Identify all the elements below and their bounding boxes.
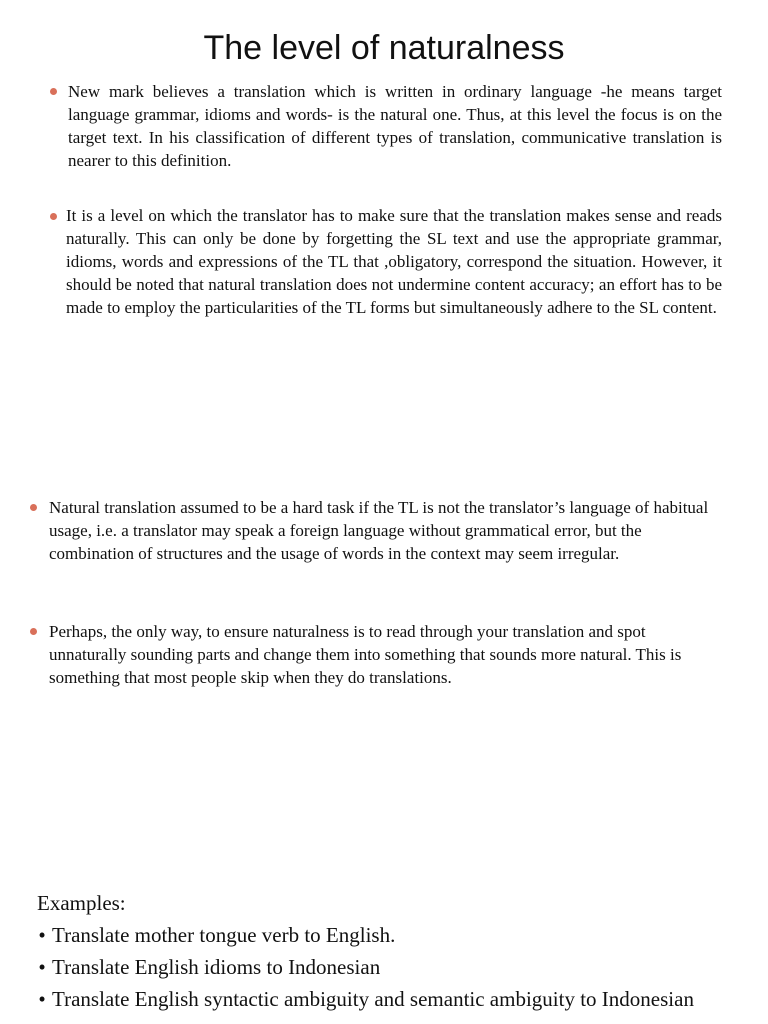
bullet-item — [50, 204, 722, 319]
bullet-item — [30, 496, 720, 565]
bullet-marker-icon: • — [38, 987, 46, 1011]
bullet-text: New mark believes a translation which is written in ordinary language -he means target language grammar, idioms and words- is the natural one. Thus, at this level the focus is on the target text. In his classification of different types of translation, communicative translation is nearer to this definition. — [68, 82, 722, 170]
bullet-text: It is a level on which the translator has to make sure that the translation makes sense and reads naturally. This can only be done by forgetting the SL text and use the appropriate grammar, idioms, words and expressions of the TL that ,obligatory, correspond the situation. However, it should be noted that natural translation does not undermine content accuracy; an effort has to be made to employ the particularities of the TL forms but simultaneously adhere to the SL content. — [66, 206, 722, 317]
bullet-dot-icon — [50, 213, 57, 220]
bullet-marker-icon: • — [38, 955, 46, 979]
bullet-text: Perhaps, the only way, to ensure naturalness is to read through your translation and spot unnaturally sounding parts and change them into something that sounds more natural. This is something that most people skip when they do translations. — [49, 622, 682, 687]
example-text: Translate English idioms to Indonesian — [52, 955, 381, 979]
examples-heading: Examples: — [37, 891, 126, 915]
bullet-item — [50, 80, 722, 172]
example-item — [32, 919, 734, 951]
example-text: Translate mother tongue verb to English. — [52, 923, 396, 947]
slide-title: The level of naturalness — [203, 29, 565, 67]
bullet-text: Natural translation assumed to be a hard task if the TL is not the translator’s language of habitual usage, i.e. a translator may speak a foreign language without grammatical error, but the combination of structures and the usage of words in the context may seem irregular. — [49, 498, 709, 563]
example-item — [32, 951, 734, 983]
example-text: Translate English syntactic ambiguity and semantic ambiguity to Indonesian — [52, 987, 694, 1011]
bullet-dot-icon — [50, 88, 57, 95]
bullet-item — [30, 620, 720, 689]
bullet-dot-icon — [30, 504, 37, 511]
example-item — [32, 983, 734, 1015]
bullet-marker-icon: • — [38, 923, 46, 947]
bullet-dot-icon — [30, 628, 37, 635]
examples-section — [32, 887, 734, 1015]
